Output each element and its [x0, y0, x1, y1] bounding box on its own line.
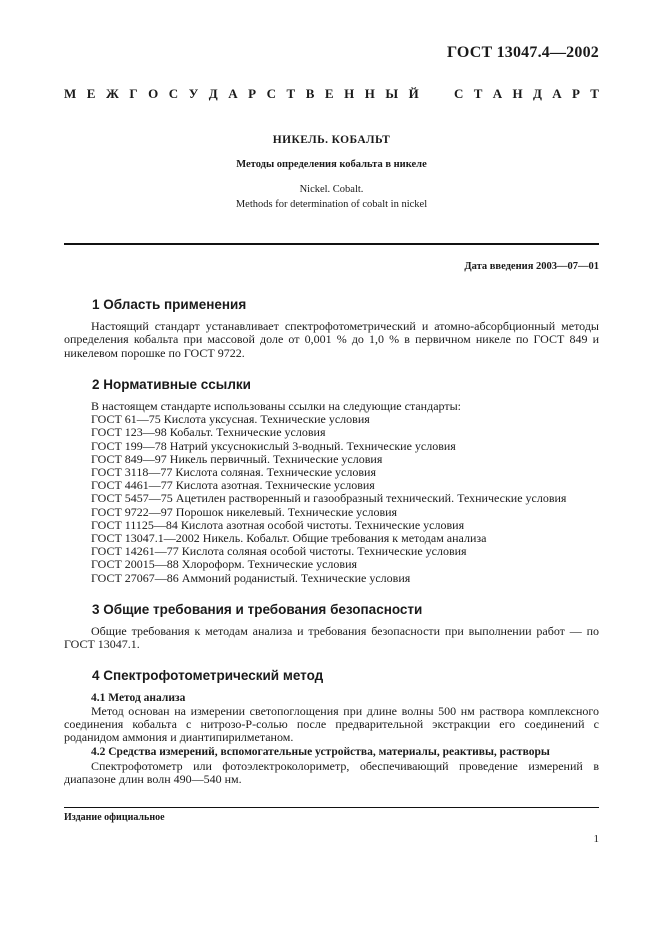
section-3-heading: 3 Общие требования и требования безопасности — [92, 601, 423, 617]
reference-title: Кислота соляная. Технические условия — [175, 465, 376, 480]
reference-gost: ГОСТ 199—78 — [91, 438, 167, 453]
section-3-text: Общие требования к методам анализа и требования безопасности при выполнении работ — по ГОСТ 13047.1. — [64, 624, 599, 652]
title-en-line2: Methods for determination of cobalt in nickel — [235, 199, 428, 210]
reference-gost: ГОСТ 849—97 — [91, 451, 167, 466]
reference-gost: ГОСТ 9722—97 — [91, 504, 173, 519]
reference-gost: ГОСТ 20015—88 — [91, 557, 179, 572]
footer-divider — [64, 807, 599, 808]
reference-title: Порошок никелевый. Технические условия — [175, 504, 398, 519]
reference-title: Кислота соляная особой чистоты. Технические условия — [181, 544, 467, 559]
section-2-heading: 2 Нормативные ссылки — [92, 376, 251, 392]
subsection-4-2-heading: 4.2 Средства измерений, вспомогательные устройства, материалы, реактивы, растворы — [91, 746, 550, 759]
reference-gost: ГОСТ 123—98 — [91, 425, 167, 440]
subsection-4-2-text: Спектрофотометр или фотоэлектроколориметр, обеспечивающий проведение измерений в диапазоне длин волн 490—540 нм. — [64, 758, 599, 786]
title-en-line1: Nickel. Cobalt. — [299, 184, 364, 195]
reference-gost: ГОСТ 14261—77 — [91, 544, 179, 559]
title-divider — [64, 243, 599, 245]
reference-gost: ГОСТ 11125—84 — [91, 517, 178, 532]
banner-word-standard: С Т А Н Д А Р Т — [454, 86, 599, 101]
standard-banner — [64, 86, 599, 102]
subtitle-ru: Методы определения кобальта в никеле — [236, 159, 427, 170]
reference-title: Аммоний роданистый. Технические условия — [181, 570, 411, 585]
reference-title: Натрий уксуснокислый 3-водный. Технические условия — [169, 438, 456, 453]
subsection-4-1-text: Метод основан на измерении светопоглощения при длине волны 500 нм раствора комплексного соединения кобальта с нитрозо-Р-солью после предварительной экстракции его соединений с роданидом аммония и диантипирилметаном. — [64, 703, 599, 745]
references-intro: В настоящем стандарте использованы ссылки на следующие стандарты: — [91, 399, 462, 414]
reference-title: Кислота уксусная. Технические условия — [163, 412, 370, 427]
reference-title: Кислота азотная особой чистоты. Технические условия — [180, 517, 465, 532]
title-block — [64, 134, 599, 212]
reference-title: Ацетилен растворенный и газообразный технический. Технические условия — [175, 491, 567, 506]
reference-title: Кислота азотная. Технические условия — [175, 478, 375, 493]
reference-title: Кобальт. Технические условия — [169, 425, 326, 440]
edition-note: Издание официальное — [64, 812, 165, 823]
reference-gost: ГОСТ 13047.1—2002 — [91, 531, 200, 546]
reference-gost: ГОСТ 5457—75 — [91, 491, 173, 506]
reference-title: Никель. Кобальт. Общие требования к методам анализа — [202, 531, 487, 546]
section-1-text: Настоящий стандарт устанавливает спектрофотометрический и атомно-абсорбционный методы определения кобальта при массовой доле от 0,001 % до 1,0 % в первичном никеле по ГОСТ 849 и никелевом порошке по ГОСТ 9722. — [64, 319, 599, 360]
reference-title: Хлороформ. Технические условия — [181, 557, 358, 572]
reference-title: Никель первичный. Технические условия — [169, 451, 383, 466]
section-4-heading: 4 Спектрофотометрический метод — [92, 668, 324, 684]
title-en — [64, 182, 599, 212]
effective-date: Дата введения 2003—07—01 — [464, 261, 599, 272]
reference-gost: ГОСТ 3118—77 — [91, 465, 173, 480]
title-ru: НИКЕЛЬ. КОБАЛЬТ — [272, 134, 391, 146]
banner-word-interstate: М Е Ж Г О С У Д А Р С Т В Е Н Н Ы Й — [64, 86, 419, 101]
reference-gost: ГОСТ 61—75 — [91, 412, 161, 427]
document-body — [64, 298, 599, 788]
doc-number: ГОСТ 13047.4—2002 — [446, 44, 599, 61]
subsection-4-1-heading: 4.1 Метод анализа — [91, 691, 186, 704]
reference-item — [91, 572, 599, 585]
section-1-heading: 1 Область применения — [92, 297, 247, 312]
reference-gost: ГОСТ 4461—77 — [91, 478, 173, 493]
page-number: 1 — [593, 833, 599, 845]
references-list — [64, 413, 599, 585]
reference-gost: ГОСТ 27067—86 — [91, 570, 179, 585]
